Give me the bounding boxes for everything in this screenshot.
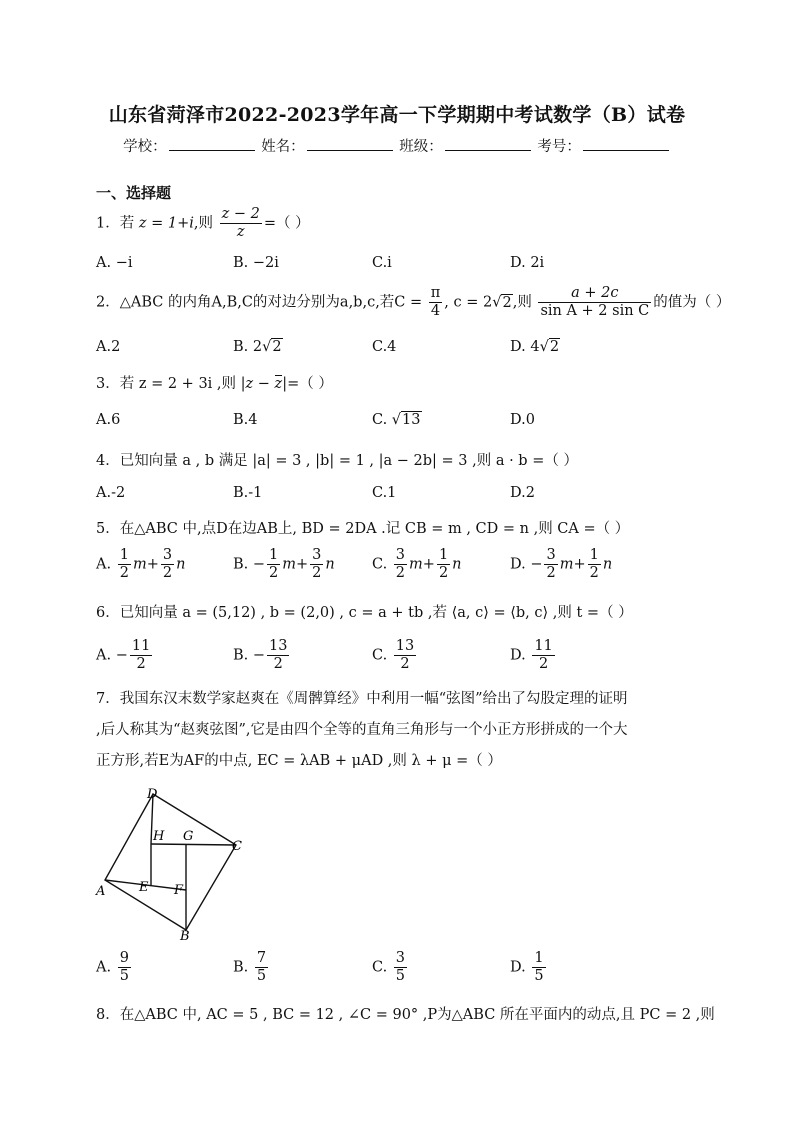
option-b[interactable]: B. $\frac{7}{5}$ — [233, 950, 267, 984]
question-text: 若 — [119, 215, 135, 232]
question-6 — [96, 601, 633, 622]
option-a[interactable]: A.-2 — [96, 485, 126, 501]
question-text: 已知向量 a = (5,12) , b = (2,0) , c = a + tb ,若 ⟨a, c⟩ = ⟨b, c⟩ ,则 t =（ ） — [119, 605, 633, 621]
option-a[interactable]: A. −i — [96, 255, 133, 271]
label-G: G — [183, 829, 194, 844]
question-text: △ABC 的内角A,B,C的对边分别为a,b,c,若C = — [119, 294, 423, 311]
school-blank[interactable] — [169, 136, 255, 151]
label-E: E — [139, 880, 149, 895]
school-label: 学校： — [123, 139, 167, 155]
question-number: 4． — [96, 453, 120, 469]
label-F: F — [174, 883, 184, 898]
question-text: 已知向量 a , b 满足 |a| = 3 , |b| = 1 , |a − 2b| = 3 ,则 a · b =（ ） — [119, 453, 578, 469]
label-B: B — [180, 929, 190, 942]
option-c[interactable]: C.i — [372, 255, 392, 271]
exam-title: 山东省菏泽市2022-2023学年高一下学期期中考试数学（B）试卷 — [108, 104, 686, 126]
option-b[interactable]: B. −2i — [233, 255, 279, 271]
question-text: , c = 2 — [444, 294, 493, 311]
option-d[interactable]: D.0 — [510, 412, 535, 428]
question-text: 的值为（ ） — [653, 294, 731, 311]
question-text: 我国东汉末数学家赵爽在《周髀算经》中利用一幅“弦图”给出了勾股定理的证明 — [119, 691, 628, 707]
question-8 — [96, 1003, 715, 1024]
option-b[interactable]: B. 2√2 — [233, 339, 282, 355]
zhao-shuang-chord-figure — [92, 782, 252, 942]
question-4 — [96, 449, 578, 470]
section-title: 一、选择题 — [96, 184, 172, 202]
question-text: 在△ABC 中,点D在边AB上, BD = 2DA .记 CB = m , CD = n ,则 CA =（ ） — [119, 521, 630, 537]
question-5 — [96, 517, 629, 538]
option-a[interactable]: A. − $\frac{11}{2}$ — [96, 638, 151, 672]
question-text: ,则 — [512, 294, 532, 311]
option-b[interactable]: B.-1 — [233, 485, 263, 501]
fraction: $\frac{z - 2}{z}$ — [221, 206, 260, 240]
option-d[interactable]: D. $\frac{1}{5}$ — [510, 950, 544, 984]
segment-HC — [151, 844, 236, 845]
class-label: 班级： — [399, 139, 443, 155]
options-q6 — [96, 638, 716, 678]
abs-expr: z − — [245, 376, 275, 392]
question-number: 5． — [96, 521, 120, 537]
outer-square — [105, 794, 236, 930]
option-a[interactable]: A.6 — [96, 412, 121, 428]
question-7 — [96, 684, 700, 777]
exam-no-blank[interactable] — [583, 136, 669, 151]
option-c[interactable]: C. $\frac{13}{2}$ — [372, 638, 415, 672]
question-expr: z = 1+i — [138, 215, 194, 232]
student-info-line — [0, 135, 794, 156]
question-number: 8． — [96, 1007, 120, 1023]
class-blank[interactable] — [445, 136, 531, 151]
options-q5 — [96, 547, 716, 587]
question-text: 正方形,若E为AF的中点, EC = λAB + μAD ,则 λ + μ =（ ） — [96, 753, 502, 769]
option-c[interactable]: C. √13 — [372, 412, 421, 428]
name-label: 姓名： — [261, 139, 305, 155]
option-c[interactable]: C. $\frac{3}{5}$ — [372, 950, 406, 984]
question-text: 若 z = 2 + 3i ,则 — [119, 376, 237, 392]
name-blank[interactable] — [307, 136, 393, 151]
question-text: 在△ABC 中, AC = 5 , BC = 12 , ∠C = 90° ,P为△ABC 所在平面内的动点,且 PC = 2 ,则 — [119, 1007, 715, 1023]
option-b[interactable]: B. − $\frac{13}{2}$ — [233, 638, 288, 672]
exam-no-label: 考号： — [537, 139, 581, 155]
option-c[interactable]: C.1 — [372, 485, 397, 501]
option-a[interactable]: A. $\frac{1}{2}$ m+ $\frac{3}{2}$ n — [96, 547, 186, 581]
label-H: H — [153, 829, 165, 844]
question-number: 6． — [96, 605, 120, 621]
option-d[interactable]: D.2 — [510, 485, 535, 501]
question-number: 2． — [96, 294, 120, 311]
option-d[interactable]: D. $\frac{11}{2}$ — [510, 638, 553, 672]
question-number: 7． — [96, 691, 120, 707]
sqrt-radicand: 2 — [502, 294, 512, 311]
question-text: ,后人称其为“赵爽弦图”,它是由四个全等的直角三角形与一个小正方形拼成的一个大 — [96, 722, 628, 738]
question-number: 3． — [96, 376, 120, 392]
question-text: =（ ） — [263, 215, 310, 232]
conjugate-z: z — [274, 376, 283, 392]
option-d[interactable]: D. 2i — [510, 255, 545, 271]
question-number: 1． — [96, 215, 120, 232]
fraction: $\frac{\pi}{4}$ — [430, 285, 441, 319]
option-d[interactable]: D. − $\frac{3}{2}$ m+ $\frac{1}{2}$ n — [510, 547, 613, 581]
question-1 — [96, 206, 310, 241]
option-b[interactable]: B. − $\frac{1}{2}$ m+ $\frac{3}{2}$ n — [233, 547, 335, 581]
question-text: ,则 — [193, 215, 213, 232]
option-c[interactable]: C.4 — [372, 339, 397, 355]
question-2: 2．△ABC 的内角A,B,C的对边分别为a,b,c,若C = $\frac{\pi}{4}$ , c = 2√2,则 $\frac{a + 2c}{\text{sin A + 2 sin C}}$ 的值为（ ） — [96, 285, 731, 319]
option-c[interactable]: C. $\frac{3}{2}$ m+ $\frac{1}{2}$ n — [372, 547, 462, 581]
option-a[interactable]: A.2 — [96, 339, 121, 355]
label-A: A — [96, 884, 106, 899]
option-d[interactable]: D. 4√2 — [510, 339, 560, 355]
question-text: =（ ） — [287, 376, 333, 392]
options-q3 — [96, 412, 716, 452]
label-D: D — [147, 787, 158, 802]
option-a[interactable]: A. $\frac{9}{5}$ — [96, 950, 129, 984]
option-b[interactable]: B.4 — [233, 412, 258, 428]
fraction: $\frac{a + 2c}{\text{sin A + 2 sin C}}$ — [540, 285, 650, 319]
options-q7 — [96, 950, 716, 990]
label-C: C — [232, 839, 242, 854]
question-3: 3．若 z = 2 + 3i ,则 |z − z|=（ ） — [96, 376, 333, 392]
